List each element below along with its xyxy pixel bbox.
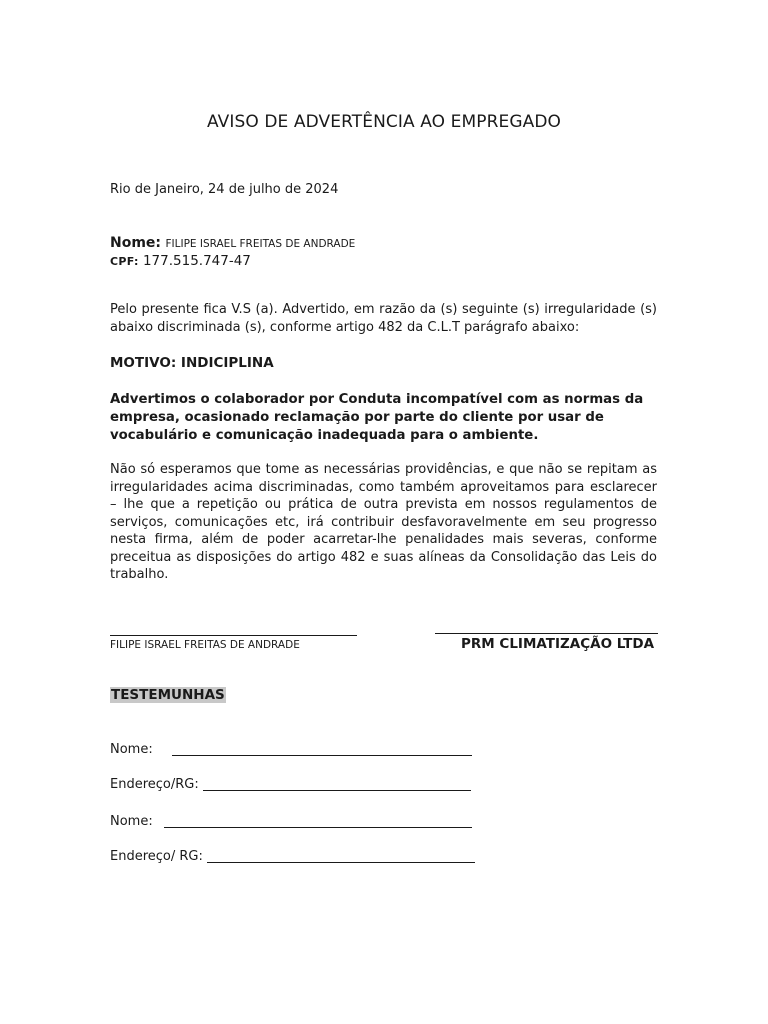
witness-field-label: Nome: xyxy=(110,742,153,757)
company-signature-name: PRM CLIMATIZAÇÃO LTDA xyxy=(461,636,655,652)
witness-field-label: Endereço/RG: xyxy=(110,777,199,792)
employee-name-value: FILIPE ISRAEL FREITAS DE ANDRADE xyxy=(165,238,356,250)
employee-signature-line xyxy=(110,635,357,636)
employee-signature-name: FILIPE ISRAEL FREITAS DE ANDRADE xyxy=(110,639,300,651)
witness-field-label: Endereço/ RG: xyxy=(110,849,203,864)
witness-field-label: Nome: xyxy=(110,814,153,829)
witness-1-address-field xyxy=(110,776,471,792)
witness-2-address-field xyxy=(110,848,475,864)
witnesses-heading: TESTEMUNHAS xyxy=(111,687,225,703)
document-title: AVISO DE ADVERTÊNCIA AO EMPREGADO xyxy=(206,112,562,132)
motivo-heading: MOTIVO: INDICIPLINA xyxy=(110,355,274,371)
name-label: Nome: xyxy=(110,235,162,251)
witness-2-name-field xyxy=(110,813,472,829)
date-line: Rio de Janeiro, 24 de julho de 2024 xyxy=(110,182,339,197)
witness-1-name-field xyxy=(110,741,472,757)
cpf-label: CPF: xyxy=(110,255,139,268)
company-signature-line xyxy=(435,633,658,634)
blank-line xyxy=(164,813,472,828)
employee-cpf-line xyxy=(110,253,251,269)
cpf-value: 177.515.747-47 xyxy=(142,253,251,269)
blank-line xyxy=(203,776,471,791)
intro-paragraph: Pelo presente fica V.S (a). Advertido, em razão da (s) seguinte (s) irregularidade (s) abaixo discriminada (s), conforme artigo 482 da C.L.T parágrafo abaixo: xyxy=(110,302,657,335)
blank-line xyxy=(172,741,472,756)
employee-name-line xyxy=(110,235,355,251)
blank-line xyxy=(207,848,475,863)
body-paragraph: Não só esperamos que tome as necessárias providências, e que não se repitam as irregularidades acima discriminadas, como também aproveitamos para esclarecer – lhe que a repetição ou prática de outra prevista em nossos regulamentos de serviços, comunicações etc, irá contribuir desfavoravelmente em seu progresso nesta firma, além de poder acarretar-lhe penalidades mais severas, conforme preceitua as disposições do artigo 482 e suas alíneas da Consolidação das Leis do trabalho. xyxy=(110,462,657,582)
reason-paragraph: Advertimos o colaborador por Conduta incompatível com as normas da empresa, ocasionado reclamação por parte do cliente por usar de vocabulário e comunicação inadequada para o ambiente. xyxy=(110,392,644,443)
